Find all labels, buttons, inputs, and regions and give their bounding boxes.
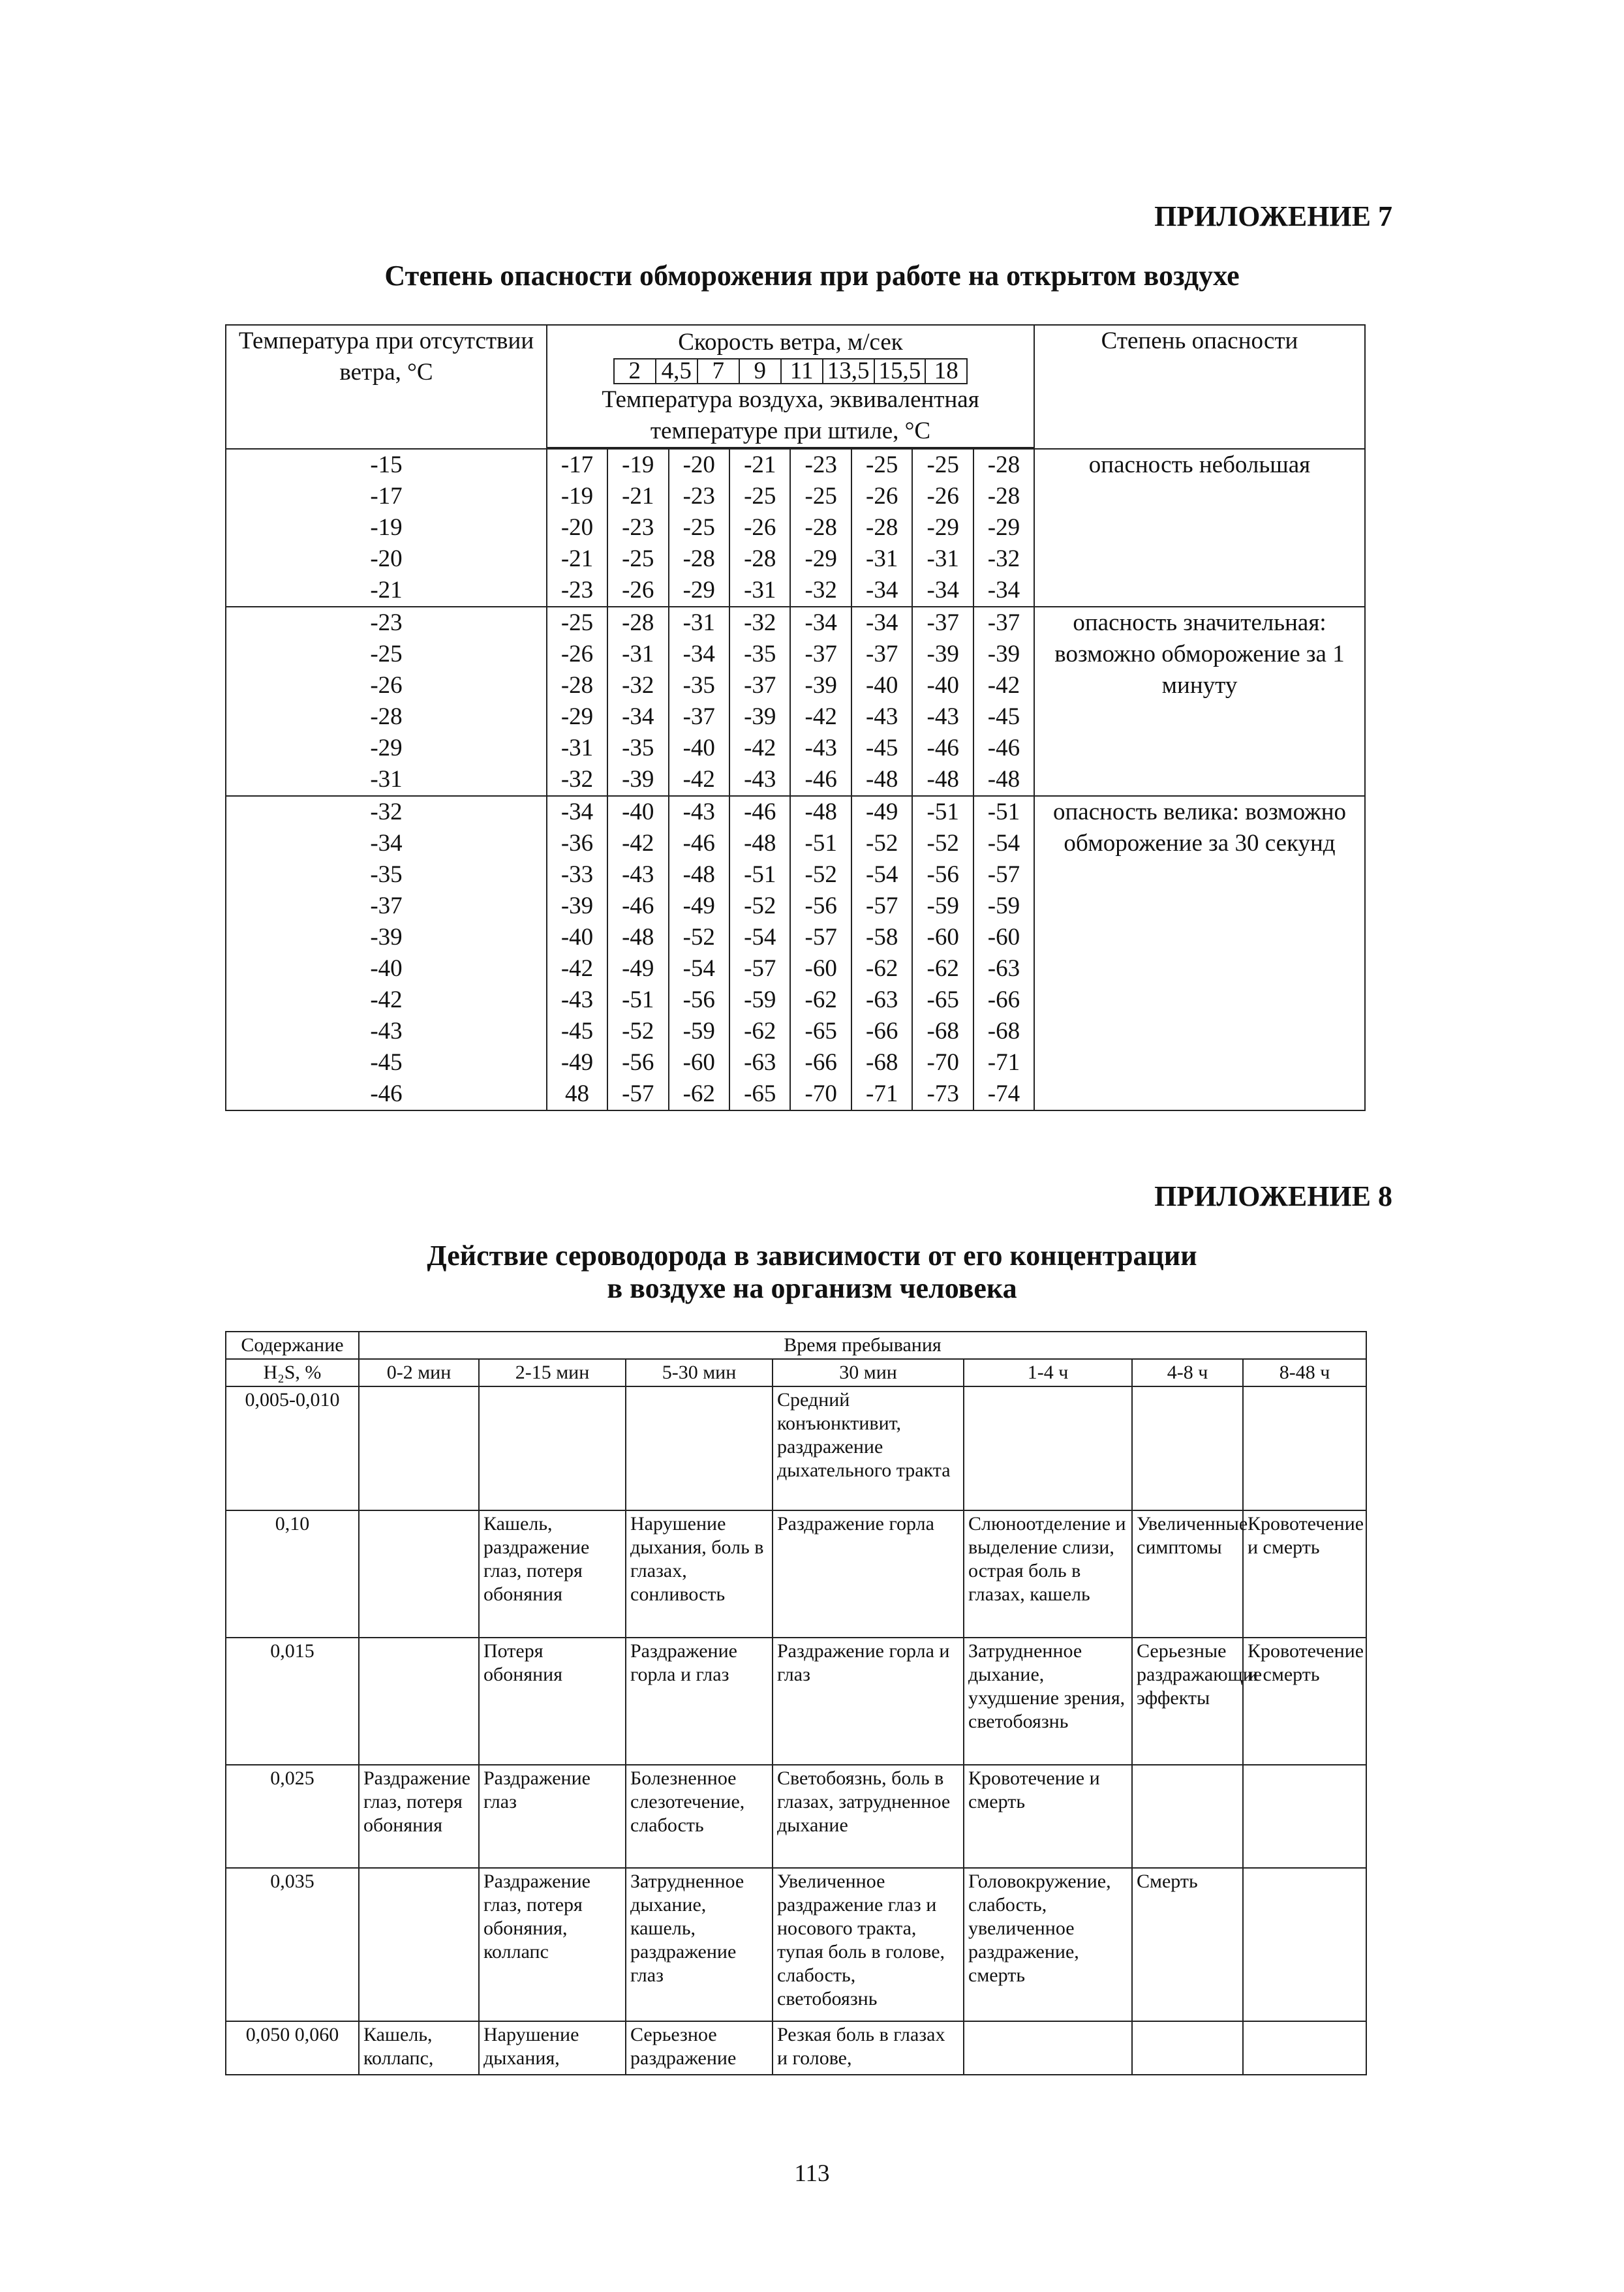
effect-cell bbox=[964, 1386, 1132, 1510]
wind-speed-header: Скорость ветра, м/сек 2 4,5 7 9 11 13,5 15,5 18 Температура воздуха, эквивалентная температуре при штиле, °С bbox=[547, 325, 1034, 448]
air-temp-values: -32 -34 -35 -37 -39 -40 -42 -43 -45 -46 bbox=[226, 796, 547, 1110]
effect-cell bbox=[626, 1386, 773, 1510]
concentration-cell: 0,015 bbox=[226, 1638, 359, 1765]
equivalent-temp-column: -49 -52 -54 -57 -58 -62 -63 -66 -68 -71 bbox=[851, 797, 912, 1110]
effect-cell bbox=[359, 1868, 479, 2021]
effect-cell: Светобоязнь, боль в глазах, затрудненное дыхание bbox=[773, 1765, 964, 1868]
effect-cell: Головокружение, слабость, увеличенное раздражение, смерть bbox=[964, 1868, 1132, 2021]
effect-cell bbox=[359, 1386, 479, 1510]
wind-speed-cell: 18 bbox=[925, 359, 967, 384]
effect-cell: Кровотечение и смерть bbox=[964, 1765, 1132, 1868]
effect-cell: Нарушение дыхания, боль в глазах, сонливость bbox=[626, 1510, 773, 1638]
effect-cell: Нарушение дыхания, bbox=[479, 2021, 626, 2075]
wind-speed-cell: 11 bbox=[781, 359, 823, 384]
table-row bbox=[226, 1765, 1366, 1868]
effect-cell bbox=[479, 1386, 626, 1510]
effect-cell: Резкая боль в глазах и голове, bbox=[773, 2021, 964, 2075]
effect-cell: Раздражение глаз bbox=[479, 1765, 626, 1868]
effect-cell: Затрудненное дыхание, ухудшение зрения, светобоязнь bbox=[964, 1638, 1132, 1765]
effect-cell: Слюноотделение и выделение слизи, острая боль в глазах, кашель bbox=[964, 1510, 1132, 1638]
effect-cell bbox=[964, 2021, 1132, 2075]
wind-speed-cell: 4,5 bbox=[656, 359, 697, 384]
equivalent-temp-column: -40 -42 -43 -46 -48 -49 -51 -52 -56 -57 bbox=[607, 797, 668, 1110]
concentration-cell: 0,035 bbox=[226, 1868, 359, 2021]
table-row bbox=[226, 1386, 1366, 1510]
air-temp-values: -15 -17 -19 -20 -21 bbox=[226, 449, 547, 607]
concentration-cell: 0,005-0,010 bbox=[226, 1386, 359, 1510]
effect-cell bbox=[1243, 1868, 1366, 2021]
appendix-8-title-line1: Действие сероводорода в зависимости от его концентрации bbox=[427, 1240, 1197, 1272]
danger-group-row bbox=[226, 607, 1365, 796]
equivalent-temp-column: -46 -48 -51 -52 -54 -57 -59 -62 -63 -65 bbox=[729, 797, 790, 1110]
equivalent-temp-header: Температура воздуха, эквивалентная температуре при штиле, °С bbox=[602, 386, 979, 444]
effect-cell: Болезненное слезотечение, слабость bbox=[626, 1765, 773, 1868]
effect-cell: Потеря обоняния bbox=[479, 1638, 626, 1765]
effect-cell bbox=[1132, 2021, 1243, 2075]
equivalent-temp-column: -51 -52 -56 -59 -60 -62 -65 -68 -70 -73 bbox=[912, 797, 973, 1110]
appendix-8-heading: ПРИЛОЖЕНИЕ 8 bbox=[1154, 1180, 1392, 1212]
appendix-7-heading: ПРИЛОЖЕНИЕ 7 bbox=[1154, 200, 1392, 232]
effect-cell: Затрудненное дыхание, кашель, раздражение глаз bbox=[626, 1868, 773, 2021]
wind-speed-values bbox=[613, 358, 968, 384]
equivalent-temp-column: -19 -21 -23 -25 -26 bbox=[607, 450, 668, 606]
wind-speed-cell: 2 bbox=[614, 359, 656, 384]
equivalent-temp-column: -48 -51 -52 -56 -57 -60 -62 -65 -66 -70 bbox=[790, 797, 851, 1110]
effect-cell: Раздражение горла и глаз bbox=[626, 1638, 773, 1765]
danger-level: опасность небольшая bbox=[1034, 449, 1365, 607]
equivalent-temp-column: -34 -37 -40 -43 -45 -48 bbox=[851, 607, 912, 795]
table-row bbox=[226, 1638, 1366, 1765]
wind-speed-cell: 9 bbox=[739, 359, 781, 384]
time-column-header: 8-48 ч bbox=[1243, 1359, 1366, 1386]
wind-speed-cell: 15,5 bbox=[874, 359, 926, 384]
concentration-unit: H₂S, % bbox=[226, 1359, 359, 1386]
concentration-cell: 0,025 bbox=[226, 1765, 359, 1868]
effect-cell: Увеличенное раздражение глаз и носового тракта, тупая боль в голове, слабость, светобоязнь bbox=[773, 1868, 964, 2021]
danger-group-row bbox=[226, 449, 1365, 607]
time-column-header: 0-2 мин bbox=[359, 1359, 479, 1386]
concentration-header: Содержание bbox=[226, 1332, 359, 1359]
effect-cell: Кровотечение и смерть bbox=[1243, 1638, 1366, 1765]
h2s-effects-table bbox=[225, 1331, 1367, 2075]
equivalent-temp-column: -20 -23 -25 -28 -29 bbox=[669, 450, 729, 606]
effect-cell bbox=[1243, 1386, 1366, 1510]
equivalent-temp-column: -25 -26 -29 -31 -34 bbox=[912, 450, 973, 606]
equivalent-temp-column: -31 -34 -35 -37 -40 -42 bbox=[669, 607, 729, 795]
danger-level: опасность велика: возможно обморожение за 30 секунд bbox=[1034, 796, 1365, 1110]
effect-cell bbox=[1132, 1386, 1243, 1510]
effect-cell bbox=[1243, 1765, 1366, 1868]
concentration-cell: 0,10 bbox=[226, 1510, 359, 1638]
effect-cell bbox=[1132, 1765, 1243, 1868]
equivalent-temp-column: -32 -35 -37 -39 -42 -43 bbox=[729, 607, 790, 795]
effect-cell: Кровотечение и смерть bbox=[1243, 1510, 1366, 1638]
equivalent-temp-column: -28 -28 -29 -32 -34 bbox=[973, 450, 1034, 606]
effect-cell: Кашель, раздражение глаз, потеря обоняния bbox=[479, 1510, 626, 1638]
wind-speed-cell: 13,5 bbox=[823, 359, 874, 384]
time-column-header: 1-4 ч bbox=[964, 1359, 1132, 1386]
effect-cell: Серьезное раздражение bbox=[626, 2021, 773, 2075]
danger-group-row bbox=[226, 796, 1365, 1110]
air-temp-values: -23 -25 -26 -28 -29 -31 bbox=[226, 607, 547, 796]
equivalent-temp-column: -21 -25 -26 -28 -31 bbox=[729, 450, 790, 606]
equivalent-temp-column: -43 -46 -48 -49 -52 -54 -56 -59 -60 -62 bbox=[669, 797, 729, 1110]
concentration-cell: 0,050 0,060 bbox=[226, 2021, 359, 2075]
equivalent-temp-column: -25 -26 -28 -29 -31 -32 bbox=[547, 607, 607, 795]
frostbite-table bbox=[225, 324, 1366, 1111]
page-number: 113 bbox=[794, 2160, 830, 2187]
effect-cell: Увеличенные симптомы bbox=[1132, 1510, 1243, 1638]
table-row bbox=[226, 1510, 1366, 1638]
wind-speed-cell: 7 bbox=[697, 359, 739, 384]
time-column-header: 4-8 ч bbox=[1132, 1359, 1243, 1386]
equivalent-temp-column: -37 -39 -42 -45 -46 -48 bbox=[973, 607, 1034, 795]
temp-column-header: Температура при отсутствии ветра, °С bbox=[226, 325, 547, 449]
table-row bbox=[226, 1868, 1366, 2021]
exposure-time-header: Время пребывания bbox=[359, 1332, 1366, 1359]
effect-cell bbox=[359, 1638, 479, 1765]
table-row bbox=[226, 2021, 1366, 2075]
danger-level: опасность значительная: возможно обморожение за 1 минуту bbox=[1034, 607, 1365, 796]
equivalent-temp-column: -17 -19 -20 -21 -23 bbox=[547, 450, 607, 606]
effect-cell: Раздражение глаз, потеря обоняния bbox=[359, 1765, 479, 1868]
equivalent-temp-column: -23 -25 -28 -29 -32 bbox=[790, 450, 851, 606]
danger-column-header: Степень опасности bbox=[1034, 325, 1365, 449]
effect-cell: Средний конъюнктивит, раздражение дыхательного тракта bbox=[773, 1386, 964, 1510]
equivalent-temp-column: -25 -26 -28 -31 -34 bbox=[851, 450, 912, 606]
equivalent-temp-column: -34 -37 -39 -42 -43 -46 bbox=[790, 607, 851, 795]
equivalent-temp-column: -51 -54 -57 -59 -60 -63 -66 -68 -71 -74 bbox=[973, 797, 1034, 1110]
effect-cell bbox=[359, 1510, 479, 1638]
effect-cell: Раздражение горла bbox=[773, 1510, 964, 1638]
effect-cell: Кашель, коллапс, bbox=[359, 2021, 479, 2075]
time-column-header: 5-30 мин bbox=[626, 1359, 773, 1386]
time-column-header: 2-15 мин bbox=[479, 1359, 626, 1386]
appendix-8-title-line2: в воздухе на организм человека bbox=[607, 1272, 1017, 1304]
equivalent-temp-column: -28 -31 -32 -34 -35 -39 bbox=[607, 607, 668, 795]
effect-cell bbox=[1243, 2021, 1366, 2075]
equivalent-temp-column: -37 -39 -40 -43 -46 -48 bbox=[912, 607, 973, 795]
equivalent-temp-column: -34 -36 -33 -39 -40 -42 -43 -45 -49 48 bbox=[547, 797, 607, 1110]
time-column-header: 30 мин bbox=[773, 1359, 964, 1386]
effect-cell: Серьезные раздражающие эффекты bbox=[1132, 1638, 1243, 1765]
effect-cell: Раздражение горла и глаз bbox=[773, 1638, 964, 1765]
effect-cell: Смерть bbox=[1132, 1868, 1243, 2021]
effect-cell: Раздражение глаз, потеря обоняния, коллапс bbox=[479, 1868, 626, 2021]
appendix-7-title: Степень опасности обморожения при работе на открытом воздухе bbox=[384, 260, 1240, 292]
